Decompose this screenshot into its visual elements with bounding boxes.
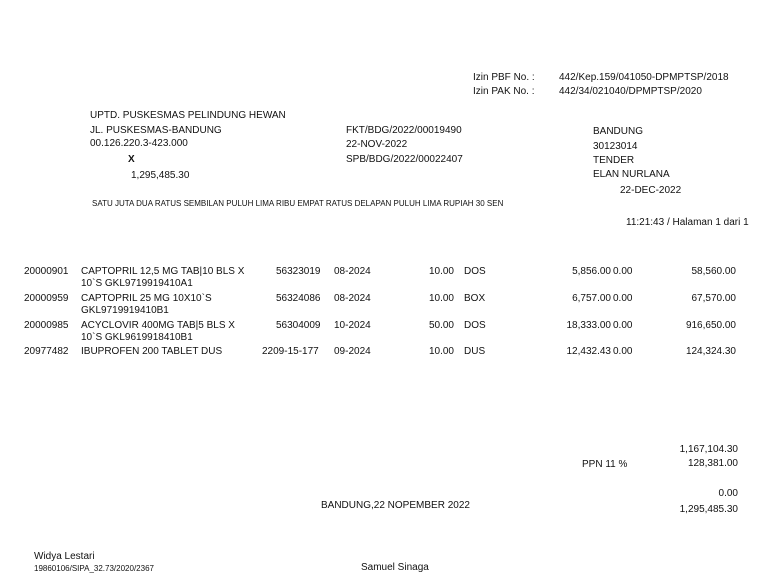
item-batch: 56323019 [276,266,321,277]
item-unit: DOS [464,320,486,331]
pbf-permit-number: 442/Kep.159/041050-DPMPTSP/2018 [559,72,729,83]
delivery-code: 30123014 [593,141,638,152]
customer-amount: 1,295,485.30 [131,170,190,181]
item-qty: 50.00 [428,320,454,331]
pbf-permit-label: Izin PBF No. : [473,72,535,83]
grand-total-amount: 1,295,485.30 [679,504,738,515]
item-expiry: 08-2024 [334,266,371,277]
ppn-label: PPN 11 % [582,459,628,470]
invoice-number: FKT/BDG/2022/00019490 [346,125,462,136]
item-qty: 10.00 [428,266,454,277]
item-qty: 10.00 [428,293,454,304]
item-discount: 0.00 [613,320,633,331]
item-code: 20000959 [24,293,69,304]
item-expiry: 08-2024 [334,293,371,304]
item-price: 12,432.43 [566,346,611,357]
item-qty: 10.00 [428,346,454,357]
item-description: CAPTOPRIL 25 MG 10X10`S GKL9719919410B1 [81,293,212,316]
item-price: 5,856.00 [572,266,611,277]
item-description: ACYCLOVIR 400MG TAB|5 BLS X 10`S GKL9619918410B1 [81,320,235,343]
place-date: BANDUNG,22 NOPEMBER 2022 [321,500,470,511]
item-price: 18,333.00 [566,320,611,331]
customer-mark: X [128,154,135,165]
customer-npwp: 00.126.220.3-423.000 [90,138,188,149]
pharmacist-name: Widya Lestari [34,551,95,562]
item-expiry: 09-2024 [334,346,371,357]
item-description: IBUPROFEN 200 TABLET DUS [81,346,223,357]
second-signatory-name: Samuel Sinaga [361,562,429,573]
print-time-page: 11:21:43 / Halaman 1 dari 1 [626,217,749,228]
item-unit: DOS [464,266,486,277]
invoice-date: 22-NOV-2022 [346,139,408,150]
item-batch: 56324086 [276,293,321,304]
item-unit: DUS [464,346,486,357]
amount-in-words: SATU JUTA DUA RATUS SEMBILAN PULUH LIMA RIBU EMPAT RATUS DELAPAN PULUH LIMA RUPIAH 30 SEN [92,199,504,208]
due-date: 22-DEC-2022 [620,185,682,196]
item-total: 58,560.00 [691,266,736,277]
customer-name: UPTD. PUSKESMAS PELINDUNG HEWAN [90,110,286,121]
item-expiry: 10-2024 [334,320,371,331]
delivery-city: BANDUNG [593,126,644,137]
other-amount: 0.00 [718,488,738,499]
pak-permit-label: Izin PAK No. : [473,86,535,97]
item-code: 20000901 [24,266,69,277]
item-code: 20000985 [24,320,69,331]
item-total: 124,324.30 [685,346,736,357]
item-description: CAPTOPRIL 12,5 MG TAB|10 BLS X 10`S GKL9719919410A1 [81,266,245,289]
item-code: 20977482 [24,346,69,357]
salesperson-name: ELAN NURLANA [593,169,670,180]
item-total: 916,650.00 [685,320,736,331]
subtotal-amount: 1,167,104.30 [679,444,738,455]
pharmacist-license: 19860106/SIPA_32.73/2020/2367 [34,564,154,573]
pak-permit-number: 442/34/021040/DPMPTSP/2020 [559,86,702,97]
customer-address: JL. PUSKESMAS-BANDUNG [90,125,222,136]
item-batch: 56304009 [276,320,321,331]
item-unit: BOX [464,293,486,304]
delivery-type: TENDER [593,155,635,166]
item-discount: 0.00 [613,346,633,357]
item-discount: 0.00 [613,293,633,304]
ppn-amount: 128,381.00 [687,458,738,469]
spb-number: SPB/BDG/2022/00022407 [346,154,463,165]
item-total: 67,570.00 [691,293,736,304]
item-discount: 0.00 [613,266,633,277]
item-batch: 2209-15-177 [262,346,319,357]
item-price: 6,757.00 [572,293,611,304]
